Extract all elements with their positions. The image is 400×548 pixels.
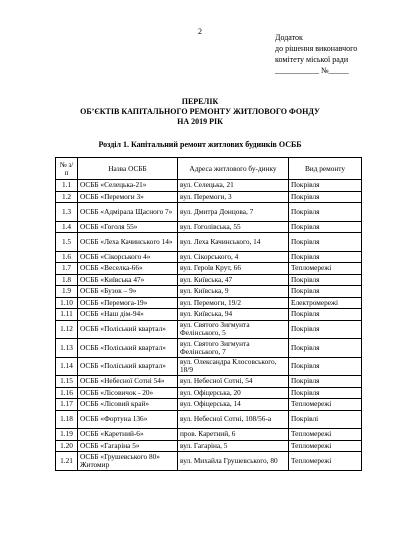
cell-repair-type: Покрівля	[289, 286, 362, 298]
cell-repair-type: Тепломережі	[289, 452, 362, 471]
cell-address: вул. Офіцерська, 20	[178, 387, 289, 399]
cell-address: вул. Михайла Грушевського, 80	[178, 452, 289, 471]
cell-repair-type: Покрівля	[289, 180, 362, 192]
cell-repair-type: Покрівля	[289, 203, 362, 222]
cell-osbb-name: ОСББ «Лісовичок - 20»	[78, 387, 178, 399]
repair-table	[55, 157, 362, 471]
cell-repair-type: Покрівля	[289, 221, 362, 233]
cell-osbb-name: ОСББ «Веселка-66»	[78, 263, 178, 275]
cell-osbb-name: ОСББ «Каретний-6»	[78, 429, 178, 441]
cell-osbb-name: ОСББ «Перемоги 3»	[78, 191, 178, 203]
table-row	[56, 357, 362, 376]
table-row	[56, 221, 362, 233]
cell-osbb-name: ОСББ «Поліський квартал»	[78, 320, 178, 339]
cell-repair-type: Покрівля	[289, 339, 362, 358]
cell-repair-type: Тепломережі	[289, 263, 362, 275]
cell-row-number: 1.3	[56, 203, 78, 222]
header-osbb-name: Назва ОСББ	[78, 158, 178, 180]
table-row	[56, 191, 362, 203]
title-line-3: НА 2019 РІК	[177, 117, 223, 126]
cell-osbb-name: ОСББ «Грушевського 80» Житомир	[78, 452, 178, 471]
table-row	[56, 180, 362, 192]
header-number: № з/п	[56, 158, 78, 180]
cell-row-number: 1.9	[56, 286, 78, 298]
cell-osbb-name: ОСББ «Лісовий край»	[78, 399, 178, 411]
cell-row-number: 1.15	[56, 376, 78, 388]
cell-repair-type: Покрівля	[289, 376, 362, 388]
table-row	[56, 286, 362, 298]
cell-row-number: 1.14	[56, 357, 78, 376]
cell-osbb-name: ОСББ «Поліський квартал»	[78, 339, 178, 358]
cell-row-number: 1.8	[56, 274, 78, 286]
cell-address: вул. Перемоги, 19/2	[178, 297, 289, 309]
cell-address: вул. Дмитра Донцова, 7	[178, 203, 289, 222]
cell-row-number: 1.11	[56, 309, 78, 321]
cell-row-number: 1.10	[56, 297, 78, 309]
table-header-row	[56, 158, 362, 180]
cell-address: вул. Гагаріна, 5	[178, 440, 289, 452]
cell-address: вул. Київська, 47	[178, 274, 289, 286]
cell-row-number: 1.6	[56, 251, 78, 263]
cell-address: вул. Героїв Крут, 66	[178, 263, 289, 275]
table-row	[56, 399, 362, 411]
title-line-2: ОБ’ЄКТІВ КАПІТАЛЬНОГО РЕМОНТУ ЖИТЛОВОГО ФОНДУ	[80, 107, 320, 116]
cell-row-number: 1.1	[56, 180, 78, 192]
table-row	[56, 320, 362, 339]
header-address: Адреса житлового бу-динку	[178, 158, 289, 180]
cell-row-number: 1.18	[56, 410, 78, 429]
cell-row-number: 1.5	[56, 233, 78, 252]
cell-address: вул. Небесної Сотні, 54	[178, 376, 289, 388]
cell-row-number: 1.7	[56, 263, 78, 275]
cell-repair-type: Покрівля	[289, 387, 362, 399]
cell-address: вул. Перемоги, 3	[178, 191, 289, 203]
cell-repair-type: Електромережі	[289, 297, 362, 309]
cell-row-number: 1.16	[56, 387, 78, 399]
table-row	[56, 452, 362, 471]
cell-repair-type: Покрівля	[289, 191, 362, 203]
cell-osbb-name: ОСББ «Бузок – 9»	[78, 286, 178, 298]
page-number: 2	[198, 27, 202, 36]
annex-block	[275, 32, 357, 76]
cell-osbb-name: ОСББ «Адмірала Щасного 7»	[78, 203, 178, 222]
table-row	[56, 263, 362, 275]
cell-row-number: 1.4	[56, 221, 78, 233]
cell-osbb-name: ОСББ «Поліський квартал»	[78, 357, 178, 376]
header-repair-type: Вид ремонту	[289, 158, 362, 180]
annex-line-4: ___________ №_____	[275, 66, 349, 75]
cell-address: вул. Леха Качинського, 14	[178, 233, 289, 252]
cell-osbb-name: ОСББ «Гагаріна 5»	[78, 440, 178, 452]
table-row	[56, 387, 362, 399]
cell-repair-type: Покрівля	[289, 357, 362, 376]
cell-osbb-name: ОСББ «Київська 47»	[78, 274, 178, 286]
table-row	[56, 376, 362, 388]
cell-repair-type: Тепломережі	[289, 429, 362, 441]
table-row	[56, 203, 362, 222]
table-row	[56, 309, 362, 321]
cell-osbb-name: ОСББ «Перемога-19»	[78, 297, 178, 309]
cell-repair-type: Тепломережі	[289, 440, 362, 452]
cell-row-number: 1.21	[56, 452, 78, 471]
annex-line-1: Додаток	[275, 33, 303, 42]
table-row	[56, 410, 362, 429]
cell-address: вул. Офіцерська, 14	[178, 399, 289, 411]
cell-repair-type: Покрівлі	[289, 410, 362, 429]
table-body	[56, 180, 362, 471]
cell-address: вул. Святого Зигмунта Фелінського, 5	[178, 320, 289, 339]
table-row	[56, 339, 362, 358]
cell-repair-type: Покрівля	[289, 320, 362, 339]
table-row	[56, 297, 362, 309]
cell-address: вул. Святого Зигмунта Фелінського, 7	[178, 339, 289, 358]
cell-row-number: 1.20	[56, 440, 78, 452]
section-title: Розділ 1. Капітальний ремонт житлових будинків ОСББ	[98, 140, 302, 149]
cell-osbb-name: ОСББ «Сікорського 4»	[78, 251, 178, 263]
table-row	[56, 274, 362, 286]
cell-row-number: 1.12	[56, 320, 78, 339]
table-row	[56, 251, 362, 263]
cell-address: вул. Київська, 94	[178, 309, 289, 321]
cell-address: вул. Київська, 9	[178, 286, 289, 298]
title-line-1: ПЕРЕЛІК	[181, 97, 219, 106]
cell-address: пров. Каретний, 6	[178, 429, 289, 441]
cell-row-number: 1.19	[56, 429, 78, 441]
cell-repair-type: Покрівля	[289, 251, 362, 263]
cell-repair-type: Покрівля	[289, 233, 362, 252]
cell-osbb-name: ОСББ «Небесної Сотні 54»	[78, 376, 178, 388]
cell-repair-type: Покрівля	[289, 274, 362, 286]
cell-osbb-name: ОСББ «Леха Качинського 14»	[78, 233, 178, 252]
document-title	[0, 97, 400, 127]
cell-address: вул. Небесної Сотні, 108/56-а	[178, 410, 289, 429]
cell-address: вул. Сікорського, 4	[178, 251, 289, 263]
cell-repair-type: Тепломережі	[289, 399, 362, 411]
cell-osbb-name: ОСББ «Фортуна 136»	[78, 410, 178, 429]
cell-osbb-name: ОСББ «Наш дім-94»	[78, 309, 178, 321]
cell-repair-type: Покрівля	[289, 309, 362, 321]
cell-row-number: 1.17	[56, 399, 78, 411]
annex-line-2: до рішення виконавчого	[275, 44, 358, 53]
cell-address: вул. Гоголівська, 55	[178, 221, 289, 233]
cell-osbb-name: ОСББ «Гоголя 55»	[78, 221, 178, 233]
cell-address: вул. Селецька, 21	[178, 180, 289, 192]
cell-row-number: 1.2	[56, 191, 78, 203]
cell-osbb-name: ОСББ «Селецька-21»	[78, 180, 178, 192]
table-row	[56, 233, 362, 252]
cell-row-number: 1.13	[56, 339, 78, 358]
cell-address: вул. Олександра Клосовського, 18/9	[178, 357, 289, 376]
table-row	[56, 429, 362, 441]
table-row	[56, 440, 362, 452]
annex-line-3: комітету міської ради	[275, 55, 349, 64]
